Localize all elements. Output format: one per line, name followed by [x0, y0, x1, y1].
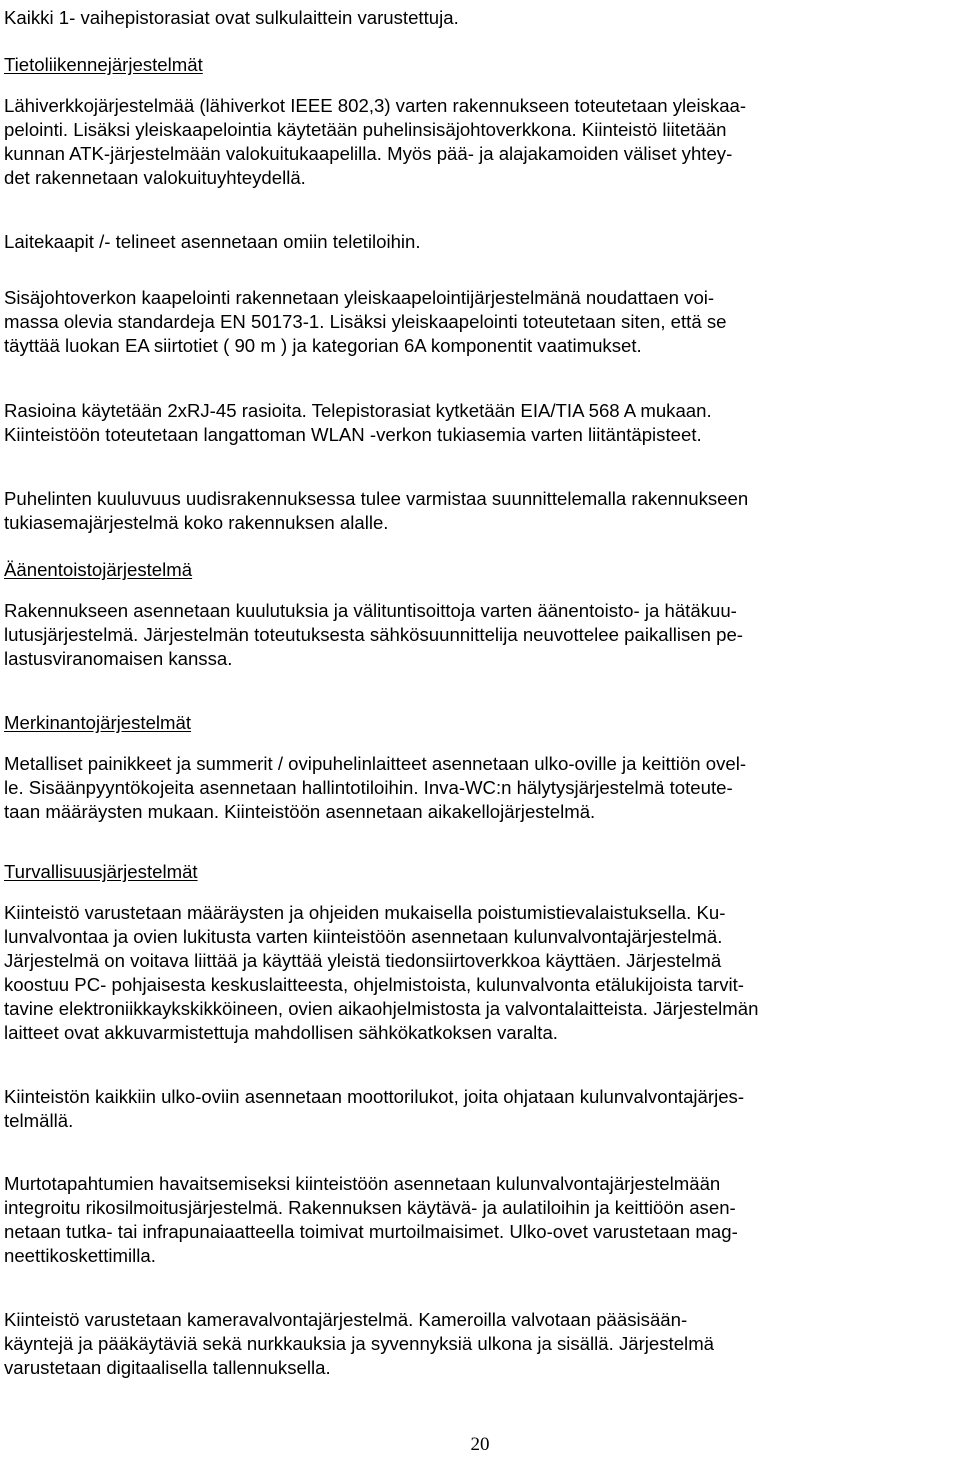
heading-text: Äänentoistojärjestelmä	[4, 559, 193, 580]
text-line: massa olevia standardeja EN 50173-1. Lisäksi yleiskaapelointi toteutetaan siten, että se	[4, 311, 727, 332]
text-line: Kaikki 1- vaihepistorasiat ovat sulkulaittein varustettuja.	[4, 7, 459, 28]
text-line: laitteet ovat akkuvarmistettuja mahdollisen sähkökatkoksen varalta.	[4, 1022, 558, 1043]
text-line: telmällä.	[4, 1110, 74, 1131]
text-line: käyntejä ja pääkäytäviä sekä nurkkauksia ja syvennyksiä ulkona ja sisällä. Järjestelmä	[4, 1333, 715, 1354]
text-line: Rasioina käytetään 2xRJ-45 rasioita. Telepistorasiat kytketään EIA/TIA 568 A mukaan.	[4, 400, 712, 421]
text-line: tavine elektroniikkaykskikköineen, ovien aikaohjelmistosta ja valvontalaitteista. Järjestelmän	[4, 998, 759, 1019]
heading-text: Turvallisuusjärjestelmät	[4, 861, 198, 882]
text-line: Kiinteistöön toteutetaan langattoman WLAN -verkon tukiasemia varten liitäntäpisteet.	[4, 424, 702, 445]
text-line: tukiasemajärjestelmä koko rakennuksen alalle.	[4, 512, 389, 533]
text-line: neettikoskettimilla.	[4, 1245, 156, 1266]
heading-text: Tietoliikennejärjestelmät	[4, 54, 203, 75]
text-line: Järjestelmä on voitava liittää ja käyttää yleistä tiedonsiirtoverkkoa käyttäen. Järjestelmä	[4, 950, 722, 971]
text-line: pelointi. Lisäksi yleiskaapelointia käytetään puhelinsisäjohtoverkkona. Kiinteistö liitetään	[4, 119, 727, 140]
text-line: kunnan ATK-järjestelmään valokuitukaapelilla. Myös pää- ja alajakamoiden väliset yhtey-	[4, 143, 733, 164]
text-line: koostuu PC- pohjaisesta keskuslaitteesta, ohjelmistoista, kulunvalvonta etälukijoista tarvit-	[4, 974, 744, 995]
text-line: Laitekaapit /- telineet asennetaan omiin teletiloihin.	[4, 231, 421, 252]
text-line: lunvalvontaa ja ovien lukitusta varten kiinteistöön asennetaan kulunvalvontajärjestelmä.	[4, 926, 723, 947]
text-line: varustetaan digitaalisella tallennuksella.	[4, 1357, 331, 1378]
text-line: lutusjärjestelmä. Järjestelmän toteutuksesta sähkösuunnittelija neuvottelee paikallisen pe-	[4, 624, 744, 645]
text-line: integroitu rikosilmoitusjärjestelmä. Rakennuksen käytävä- ja aulatiloihin ja keittiöön asen-	[4, 1197, 736, 1218]
text-line: Lähiverkkojärjestelmää (lähiverkot IEEE 802,3) varten rakennukseen toteutetaan yleiskaa-	[4, 95, 747, 116]
text-line: Metalliset painikkeet ja summerit / ovipuhelinlaitteet asennetaan ulko-oville ja keittiön ovel-	[4, 753, 747, 774]
text-line: Kiinteistö varustetaan määräysten ja ohjeiden mukaisella poistumistievalaistuksella. Ku-	[4, 902, 726, 923]
text-line: det rakennetaan valokuituyhteydellä.	[4, 167, 306, 188]
text-line: lastusviranomaisen kanssa.	[4, 648, 233, 669]
heading-text: Merkinantojärjestelmät	[4, 712, 192, 733]
text-line: taan määräysten mukaan. Kiinteistöön asennetaan aikakellojärjestelmä.	[4, 801, 596, 822]
text-line: Sisäjohtoverkon kaapelointi rakennetaan yleiskaapelointijärjestelmänä noudattaen voi-	[4, 287, 715, 308]
text-line: Puhelinten kuuluvuus uudisrakennuksessa tulee varmistaa suunnittelemalla rakennukseen	[4, 488, 749, 509]
page-number: 20	[470, 1434, 490, 1455]
text-line: täyttää luokan EA siirtotiet ( 90 m ) ja kategorian 6A komponentit vaatimukset.	[4, 335, 642, 356]
text-line: Murtotapahtumien havaitsemiseksi kiinteistöön asennetaan kulunvalvontajärjestelmään	[4, 1173, 721, 1194]
text-line: Rakennukseen asennetaan kuulutuksia ja välituntisoittoja varten äänentoisto- ja hätäkuu-	[4, 600, 737, 621]
text-line: netaan tutka- tai infrapunaiaatteella toimivat murtoilmaisimet. Ulko-ovet varustetaan mag-	[4, 1221, 738, 1242]
text-line: le. Sisäänpyyntökojeita asennetaan hallintotiloihin. Inva-WC:n hälytysjärjestelmä toteute-	[4, 777, 733, 798]
text-line: Kiinteistö varustetaan kameravalvontajärjestelmä. Kameroilla valvotaan pääsisään-	[4, 1309, 688, 1330]
text-line: Kiinteistön kaikkiin ulko-oviin asennetaan moottorilukot, joita ohjataan kulunvalvontajärjes-	[4, 1086, 745, 1107]
